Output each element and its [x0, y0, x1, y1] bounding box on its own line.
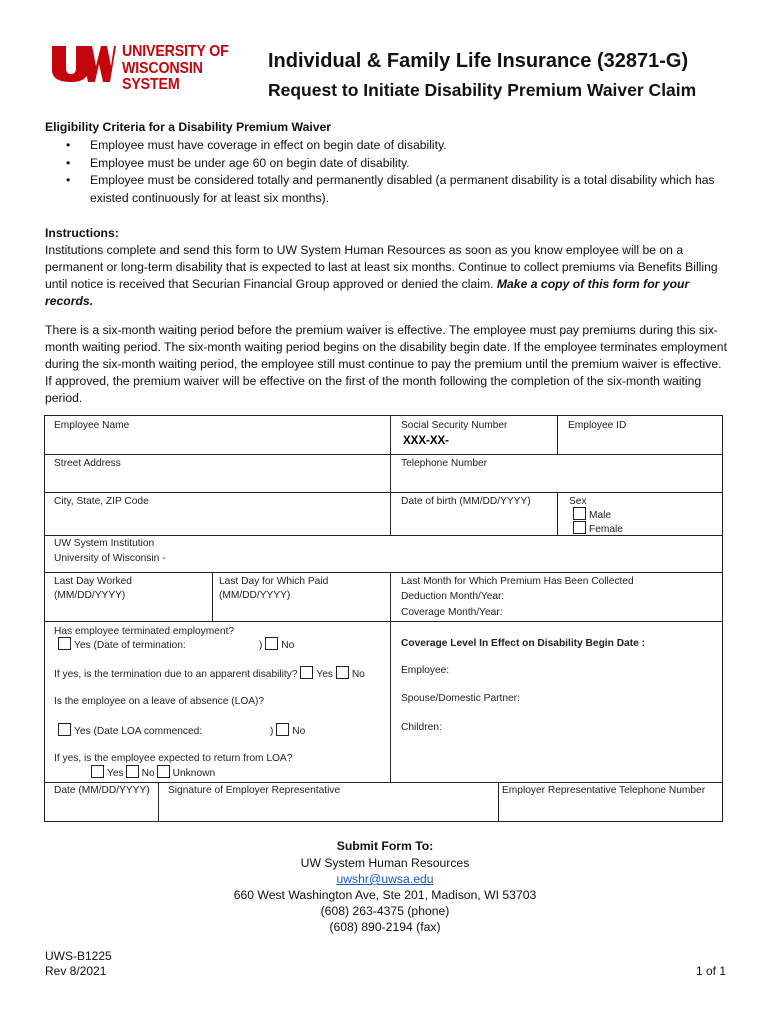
uw-system-logo — [50, 43, 250, 93]
loa-no-option[interactable]: ) No — [270, 723, 305, 739]
uw-logo-icon — [50, 44, 116, 84]
claim-form — [44, 415, 723, 822]
page-number: 1 of 1 — [696, 964, 727, 978]
employee-id-field[interactable]: Employee ID — [568, 420, 627, 431]
instructions-paragraph-2: There is a six-month waiting period before the premium waiver is effective. The employee must pay premiums during this six-month waiting period. The six-month waiting period begins on the disability begin date. If the employee terminates employment during the six-month waiting period, the employee still must continue to pay the premium until the premium waiver is effective. If approved, the premium waiver will be effective on the first of the month following the completion of the six-month waiting period. — [45, 323, 727, 405]
terminated-yes-checkbox[interactable] — [58, 637, 71, 650]
email-link[interactable]: uwshr@uwsa.edu — [336, 872, 434, 886]
form-revision: Rev 8/2021 — [45, 964, 107, 978]
submit-fax: (608) 890-2194 (fax) — [329, 920, 441, 934]
termination-disability-question: If yes, is the termination due to an apparent disability? Yes No — [54, 666, 365, 682]
return-options: Yes No Unknown — [91, 765, 215, 781]
submit-heading: Submit Form To: — [336, 839, 434, 853]
last-day-paid-field[interactable]: (MM/DD/YYYY) — [219, 590, 291, 601]
loa-no-checkbox[interactable] — [276, 723, 289, 736]
city-state-zip-field[interactable]: City, State, ZIP Code — [54, 496, 149, 507]
list-item: • Employee must have coverage in effect on begin date of disability. — [45, 137, 735, 155]
terminated-question: Has employee terminated employment? — [54, 626, 235, 637]
page-subtitle: Request to Initiate Disability Premium Waiver Claim — [268, 80, 697, 100]
copy-reminder: Make a copy of this form for your records. — [45, 277, 690, 308]
coverage-level-heading: Coverage Level In Effect on Disability Begin Date : — [401, 638, 645, 649]
terminated-no-checkbox[interactable] — [265, 637, 278, 650]
submit-email — [0, 871, 770, 887]
termination-disability-no-checkbox[interactable] — [336, 666, 349, 679]
rep-phone-field[interactable]: Employer Representative Telephone Number — [502, 785, 706, 796]
sex-male-option[interactable]: Male — [573, 507, 611, 523]
list-item: • Employee must be under age 60 on begin date of disability. — [45, 155, 735, 173]
last-day-worked-label: Last Day Worked — [54, 576, 132, 587]
institution-label: UW System Institution — [54, 538, 155, 549]
terminated-no-option[interactable]: ) No — [259, 637, 294, 653]
list-item: • Employee must be considered totally and permanently disabled (a permanent disability is a total disability which has existed continuously for at least six months). — [45, 172, 735, 207]
return-question: If yes, is the employee expected to return from LOA? — [54, 753, 293, 764]
page-title: Individual & Family Life Insurance (32871-G) — [268, 50, 689, 72]
street-address-field[interactable]: Street Address — [54, 458, 121, 469]
signature-field[interactable]: Signature of Employer Representative — [168, 785, 341, 796]
sex-label: Sex — [569, 496, 587, 507]
coverage-spouse-field[interactable]: Spouse/Domestic Partner: — [401, 693, 520, 704]
female-checkbox[interactable] — [573, 521, 586, 534]
male-checkbox[interactable] — [573, 507, 586, 520]
return-no-checkbox[interactable] — [126, 765, 139, 778]
return-unknown-checkbox[interactable] — [157, 765, 170, 778]
deduction-month-field[interactable]: Deduction Month/Year: — [401, 591, 505, 602]
loa-yes-option[interactable]: Yes (Date LOA commenced: — [58, 723, 202, 739]
instructions-paragraph-1: Institutions complete and send this form to UW System Human Resources as soon as you know employee will be on a permanent or long-term disability that is expected to last at least six months. Continue to collect premiums via Benefits Billing until notice is received that Securian Financial Group approved or denied the claim. Make a copy of this form for your records. — [45, 243, 718, 308]
instructions-heading: Instructions: — [45, 226, 119, 240]
coverage-children-field[interactable]: Children: — [401, 722, 442, 733]
employee-name-field[interactable]: Employee Name — [54, 420, 130, 431]
ssn-field[interactable]: XXX-XX- — [403, 435, 450, 447]
dob-field[interactable]: Date of birth (MM/DD/YYYY) — [401, 496, 531, 507]
terminated-yes-option[interactable]: Yes (Date of termination: — [58, 637, 186, 653]
eligibility-list — [45, 137, 735, 207]
date-field[interactable]: Date (MM/DD/YYYY) — [54, 785, 150, 796]
coverage-month-field[interactable]: Coverage Month/Year: — [401, 607, 503, 618]
telephone-field[interactable]: Telephone Number — [401, 458, 488, 469]
loa-yes-checkbox[interactable] — [58, 723, 71, 736]
submit-address: 660 West Washington Ave, Ste 201, Madison, WI 53703 — [233, 888, 537, 902]
logo-wordmark: UNIVERSITY OF WISCONSIN SYSTEM — [122, 43, 229, 93]
last-month-premium-label: Last Month for Which Premium Has Been Collected — [401, 576, 634, 587]
termination-disability-yes-checkbox[interactable] — [300, 666, 313, 679]
submit-org: UW System Human Resources — [300, 856, 470, 870]
institution-field[interactable]: University of Wisconsin - — [54, 553, 166, 564]
last-day-worked-field[interactable]: (MM/DD/YYYY) — [54, 590, 126, 601]
last-day-paid-label: Last Day for Which Paid — [219, 576, 329, 587]
return-yes-checkbox[interactable] — [91, 765, 104, 778]
eligibility-heading: Eligibility Criteria for a Disability Premium Waiver — [45, 120, 332, 134]
coverage-employee-field[interactable]: Employee: — [401, 665, 450, 676]
sex-female-option[interactable]: Female — [573, 521, 623, 537]
submit-phone: (608) 263-4375 (phone) — [320, 904, 450, 918]
form-id: UWS-B1225 — [45, 949, 112, 963]
ssn-label: Social Security Number — [401, 420, 508, 431]
loa-question: Is the employee on a leave of absence (LOA)? — [54, 696, 265, 707]
